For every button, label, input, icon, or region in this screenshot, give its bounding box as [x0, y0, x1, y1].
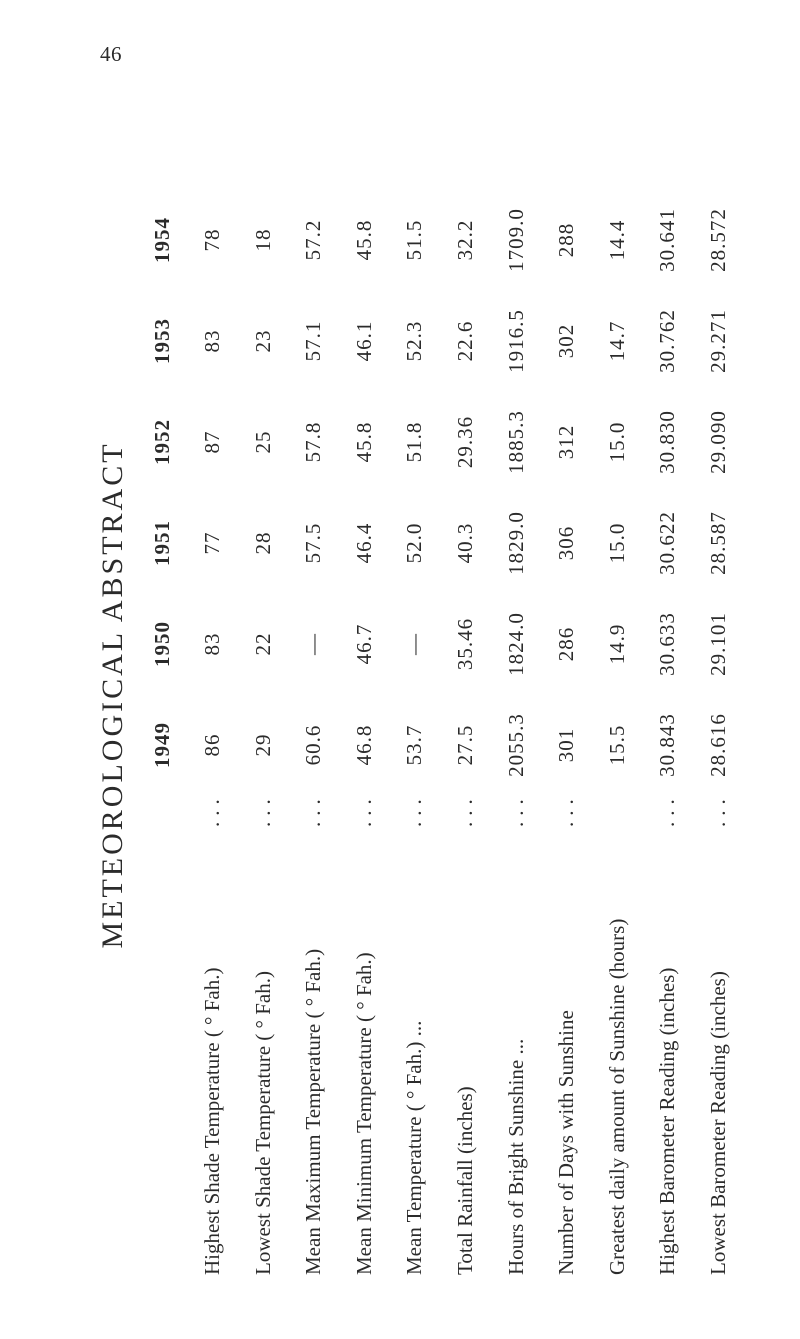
- table-cell: 52.0: [402, 522, 427, 564]
- table-cell: 46.7: [351, 623, 376, 665]
- table-cell: 1916.5: [503, 309, 528, 373]
- table-cell: 15.0: [604, 522, 629, 564]
- row-label: Highest Shade Temperature ( ° Fah.): [200, 967, 224, 1275]
- table-cell: 28.572: [705, 208, 730, 272]
- table-cell: 27.5: [452, 724, 477, 766]
- table-cell: 35.46: [452, 617, 477, 671]
- table-cell: 45.8: [351, 219, 376, 261]
- table-cell: 45.8: [351, 421, 376, 463]
- table-cell: 1829.0: [503, 511, 528, 575]
- row-label: Mean Maximum Temperature ( ° Fah.): [301, 948, 326, 1275]
- table-cell: 83: [200, 329, 224, 353]
- leader-dots: ...: [705, 793, 730, 827]
- table-row: [655, 115, 706, 1275]
- table-cell: 57.8: [301, 421, 326, 463]
- table-cell: 40.3: [452, 522, 477, 564]
- leader-dots: ...: [655, 793, 680, 827]
- table-cell: 46.8: [351, 724, 376, 766]
- table-cell: 30.633: [655, 612, 680, 676]
- year-header: 1951: [150, 520, 174, 566]
- table-cell: 46.1: [351, 320, 376, 362]
- table-cell: 78: [200, 228, 224, 252]
- table-row: [402, 115, 453, 1275]
- table-cell: 22.6: [452, 320, 477, 362]
- table-cell: 1885.3: [503, 410, 528, 474]
- table-cell: 30.622: [655, 511, 680, 575]
- table-cell: 57.1: [301, 320, 326, 362]
- year-header: 1952: [150, 419, 174, 465]
- table-cell: 288: [554, 222, 579, 258]
- table-cell: 57.5: [301, 522, 326, 564]
- table-cell: 29.090: [705, 410, 730, 474]
- table-cell: 30.830: [655, 410, 680, 474]
- table-cell: 30.843: [655, 713, 680, 777]
- leader-dots: ...: [402, 793, 427, 827]
- table-cell: 87: [200, 430, 224, 454]
- rotated-table: [90, 115, 730, 1275]
- row-label: Total Rainfall (inches): [452, 1086, 477, 1275]
- table-cell: 2055.3: [503, 713, 528, 777]
- year-header: 1954: [150, 217, 174, 263]
- table-cell: —: [402, 633, 427, 655]
- table-cell: 1709.0: [503, 208, 528, 272]
- table-cell: 53.7: [402, 724, 427, 766]
- table-cell: 22: [250, 632, 275, 656]
- table-cell: 32.2: [452, 219, 477, 261]
- table-cell: 28: [250, 531, 275, 555]
- table-cell: 30.762: [655, 309, 680, 373]
- table-cell: 302: [554, 323, 579, 359]
- table-row: [504, 115, 555, 1275]
- leader-dots: ...: [554, 793, 579, 827]
- year-header-row: [150, 115, 190, 1275]
- leader-dots: ...: [200, 793, 224, 827]
- table-cell: 30.641: [655, 208, 680, 272]
- page-title: METEOROLOGICAL ABSTRACT: [96, 441, 129, 949]
- table-cell: 29.271: [705, 309, 730, 373]
- leader-dots: ...: [250, 793, 275, 827]
- page-number: 46: [100, 42, 122, 66]
- row-label: Lowest Barometer Reading (inches): [705, 971, 730, 1275]
- table-cell: 1824.0: [503, 612, 528, 676]
- table-cell: 60.6: [301, 724, 326, 766]
- row-label: Lowest Shade Temperature ( ° Fah.): [250, 971, 275, 1275]
- table-cell: 14.9: [604, 623, 629, 665]
- table-cell: 28.616: [705, 713, 730, 777]
- table-cell: 52.3: [402, 320, 427, 362]
- table-cell: 51.8: [402, 421, 427, 463]
- table-row: [453, 115, 504, 1275]
- table-cell: 57.2: [301, 219, 326, 261]
- table-cell: 286: [554, 626, 579, 662]
- table-row: [706, 115, 757, 1275]
- table-cell: 83: [200, 632, 224, 656]
- table-cell: 15.0: [604, 421, 629, 463]
- leader-dots: ...: [351, 793, 376, 827]
- leader-dots: ...: [503, 793, 528, 827]
- table-cell: 25: [250, 430, 275, 454]
- table-cell: —: [301, 633, 326, 655]
- row-label: Mean Temperature ( ° Fah.) ...: [402, 1020, 427, 1275]
- table-row: [352, 115, 403, 1275]
- year-header: 1953: [150, 318, 174, 364]
- row-label: Highest Barometer Reading (inches): [655, 967, 680, 1275]
- row-label: Greatest daily amount of Sunshine (hours): [604, 918, 629, 1275]
- table-cell: 14.7: [604, 320, 629, 362]
- table-row: [200, 115, 251, 1275]
- table-cell: 15.5: [604, 724, 629, 766]
- table-cell: 28.587: [705, 511, 730, 575]
- table-row: [251, 115, 302, 1275]
- table-cell: 77: [200, 531, 224, 555]
- leader-dots: ...: [301, 793, 326, 827]
- table-cell: 86: [200, 733, 224, 757]
- table-row: [554, 115, 605, 1275]
- table-cell: 51.5: [402, 219, 427, 261]
- table-cell: 29: [250, 733, 275, 757]
- year-header: 1949: [150, 722, 174, 768]
- table-cell: 23: [250, 329, 275, 353]
- table-cell: 29.101: [705, 612, 730, 676]
- data-table: [200, 115, 757, 1275]
- table-cell: 46.4: [351, 522, 376, 564]
- table-cell: 301: [554, 727, 579, 763]
- table-row: [301, 115, 352, 1275]
- row-label: Number of Days with Sunshine: [554, 1010, 579, 1275]
- table-cell: 312: [554, 424, 579, 460]
- row-label: Hours of Bright Sunshine ...: [503, 1038, 528, 1275]
- table-cell: 306: [554, 525, 579, 561]
- table-cell: 29.36: [452, 415, 477, 469]
- table-row: [605, 115, 656, 1275]
- table-cell: 14.4: [604, 219, 629, 261]
- leader-dots: ...: [452, 793, 477, 827]
- year-header: 1950: [150, 621, 174, 667]
- row-label: Mean Minimum Temperature ( ° Fah.): [351, 952, 376, 1275]
- table-cell: 18: [250, 228, 275, 252]
